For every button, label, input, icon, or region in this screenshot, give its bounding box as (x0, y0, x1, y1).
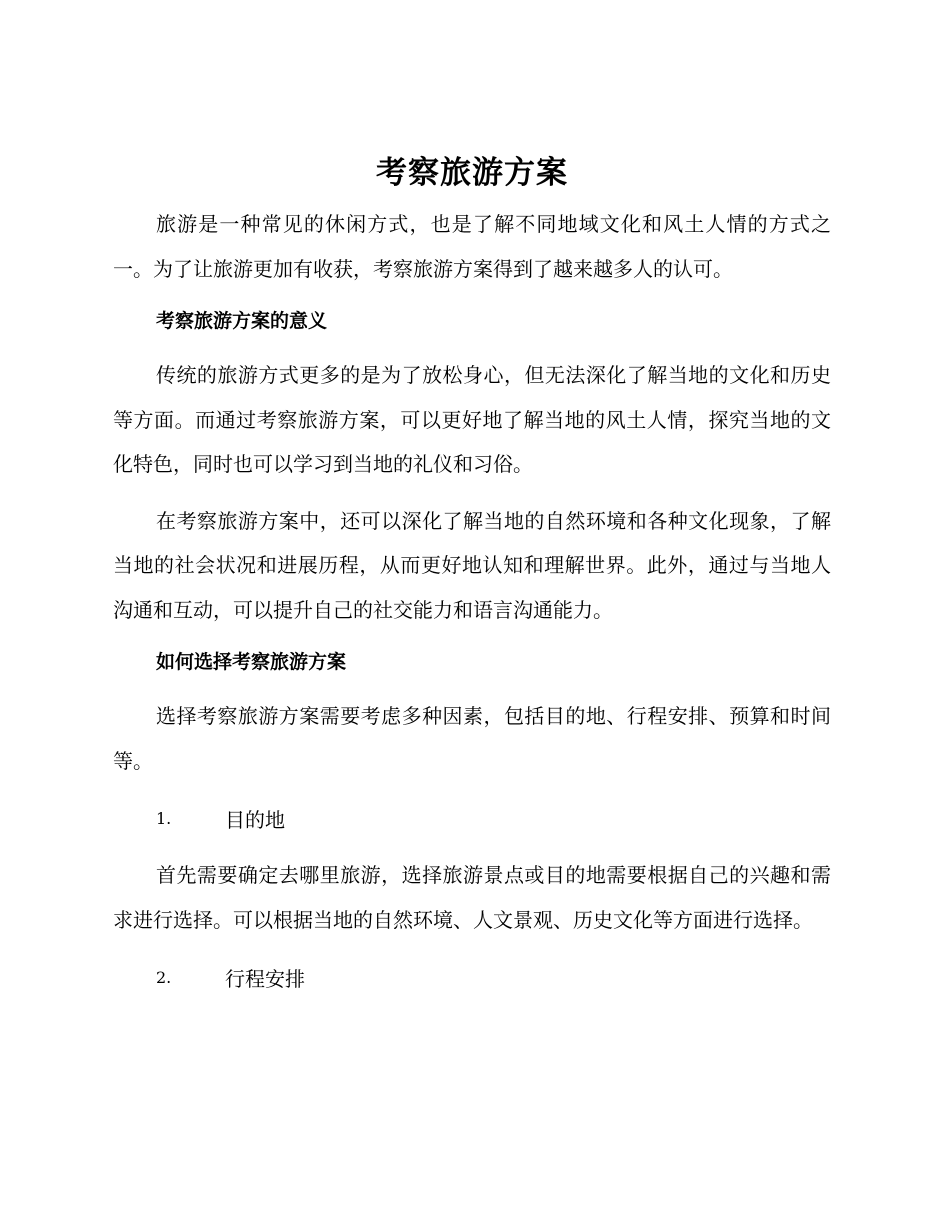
significance-paragraph-2: 在考察旅游方案中，还可以深化了解当地的自然环境和各种文化现象，了解当地的社会状况和进展历程，从而更好地认知和理解世界。此外，通过与当地人沟通和互动，可以提升自己的社交能力和语言沟通能力。 (113, 508, 831, 622)
list-item-label: 目的地 (225, 807, 285, 832)
section-heading-how-to-choose: 如何选择考察旅游方案 (156, 651, 347, 673)
section-heading-significance: 考察旅游方案的意义 (156, 310, 328, 332)
destination-paragraph: 首先需要确定去哪里旅游，选择旅游景点或目的地需要根据自己的兴趣和需求进行选择。可以根据当地的自然环境、人文景观、历史文化等方面进行选择。 (113, 863, 831, 932)
list-item-itinerary (113, 954, 831, 1000)
list-item-number: 2. (156, 967, 172, 987)
intro-paragraph: 旅游是一种常见的休闲方式，也是了解不同地域文化和风土人情的方式之一。为了让旅游更加有收获，考察旅游方案得到了越来越多人的认可。 (113, 212, 831, 281)
list-item-number: 1. (156, 808, 172, 828)
list-item-label: 行程安排 (225, 966, 305, 991)
document-page (113, 148, 831, 1012)
significance-paragraph-1: 传统的旅游方式更多的是为了放松身心，但无法深化了解当地的文化和历史等方面。而通过考察旅游方案，可以更好地了解当地的风土人情，探究当地的文化特色，同时也可以学习到当地的礼仪和习俗。 (113, 363, 831, 476)
list-item-destination (113, 795, 831, 841)
document-title: 考察旅游方案 (376, 155, 568, 191)
how-to-choose-paragraph: 选择考察旅游方案需要考虑多种因素，包括目的地、行程安排、预算和时间等。 (113, 704, 831, 773)
